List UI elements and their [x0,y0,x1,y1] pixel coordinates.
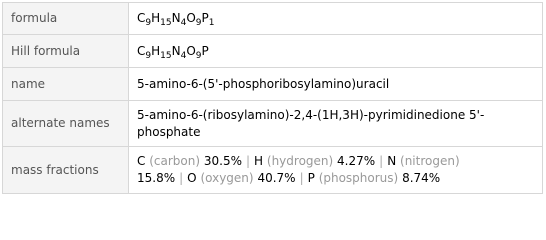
separator: | [245,154,251,168]
hill-formula-row [3,35,543,68]
formula-element: $N_4$ [171,11,187,28]
formula-element: $H_{15}$ [151,43,172,61]
formula-element: $N_4$ [171,43,187,61]
mass-fraction-item: N (nitrogen) [387,154,460,168]
formula-element: $O_9$ [186,11,202,28]
formula-element: $C_9$ [137,11,152,28]
mass-fraction-item: O (oxygen) 40.7% [187,171,296,185]
formula-value [129,3,543,35]
mass-fraction-item-continued: 15.8% [137,171,176,185]
separator: | [299,171,304,185]
mass-fractions-row [3,147,543,194]
formula-element: $H_{15}$ [151,11,172,28]
mass-fractions-label: mass fractions [3,147,129,194]
name-value: 5-amino-6-(5'-phosphoribosylamino)uracil [129,68,543,101]
formula-row [3,3,543,35]
formula-label: formula [3,3,129,35]
properties-table [2,2,543,194]
mass-fraction-item: H (hydrogen) 4.27% [254,154,376,168]
name-row [3,68,543,101]
mass-fractions-value [129,147,543,194]
name-label: name [3,68,129,101]
separator: | [179,171,184,185]
hill-formula-label: Hill formula [3,35,129,68]
mass-fraction-item: P (phosphorus) 8.74% [307,171,441,185]
formula-element: P [201,43,209,58]
hill-formula-value [129,35,543,68]
separator: | [379,154,384,168]
formula-element: $P_1$ [201,11,215,28]
alternate-names-value: 5-amino-6-(ribosylamino)-2,4-(1H,3H)-pyrimidinedione 5'-phosphate [129,101,543,147]
formula-element: $O_9$ [186,43,202,61]
alternate-names-label: alternate names [3,101,129,147]
alternate-names-row [3,101,543,147]
mass-fraction-item: C (carbon) 30.5% [137,154,242,168]
formula-element: $C_9$ [137,43,152,61]
